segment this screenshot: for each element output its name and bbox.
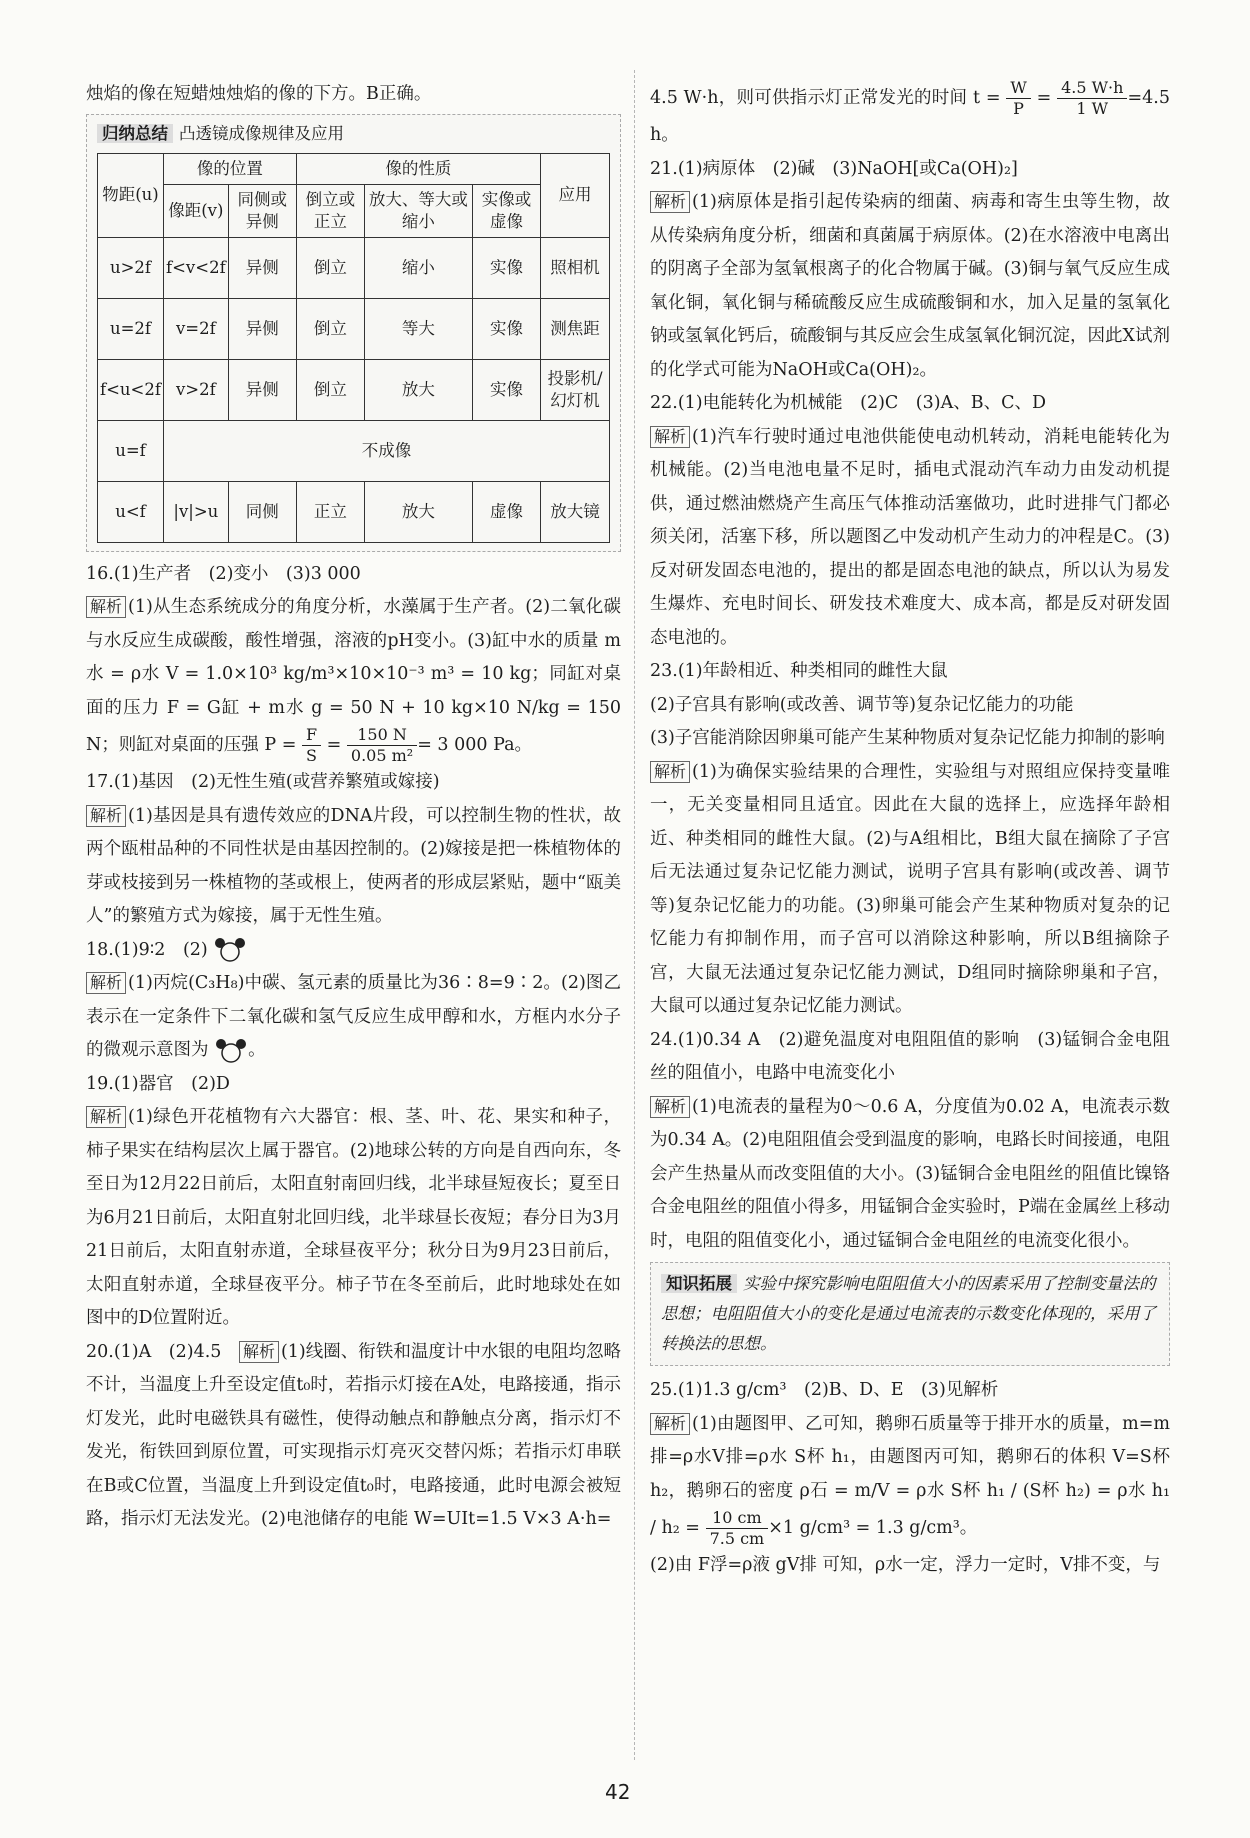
cell-size: 放大 [364, 481, 472, 542]
analysis-tag: 解析 [650, 1413, 690, 1435]
header-object-distance: 物距(u) [98, 153, 164, 237]
header-real: 实像或虚像 [472, 184, 540, 237]
header-image-distance: 像距(v) [164, 184, 229, 237]
cell-app: 放大镜 [541, 481, 610, 542]
cell-upright: 正立 [296, 481, 364, 542]
q17-analysis [86, 800, 621, 934]
analysis-tag: 解析 [86, 972, 126, 994]
q19-answer: 19.(1)器官 (2)D [86, 1073, 230, 1094]
denominator: 0.05 m² [350, 746, 414, 765]
q23-text: (1)为确保实验结果的合理性，实验组与对照组应保持变量唯一，无关变量相同且适宜。因此在大鼠的选择上，应选择年龄相近、种类相同的雌性大鼠。(2)与A组相比，B组大鼠在摘除了子宫后无法通过复杂记忆能力测试，说明子宫具有影响(或改善、调节等)复杂记忆能力的功能。(3)卵巢可能会产生某种物质对复杂的记忆能力有抑制作用，而子宫可以消除这种影响，所以B组摘除子宫，大鼠无法通过复杂记忆能力测试，D组同时摘除卵巢和子宫，大鼠可以通过复杂记忆能力测试。 [650, 761, 1170, 1016]
analysis-tag: 解析 [650, 1096, 690, 1118]
cell-app: 投影机/幻灯机 [541, 359, 610, 420]
header-side: 同侧或异侧 [228, 184, 296, 237]
summary-label: 归纳总结 [97, 124, 173, 143]
cell-side: 异侧 [228, 237, 296, 298]
knowledge-label: 知识拓展 [661, 1274, 737, 1293]
q24-analysis [650, 1091, 1170, 1259]
q18-answer-text: 18.(1)9∶2 (2) [86, 939, 208, 960]
cell-size: 缩小 [364, 237, 472, 298]
cell-u: f<u<2f [98, 359, 164, 420]
header-upright: 倒立或正立 [296, 184, 364, 237]
numerator: 150 N [347, 725, 417, 746]
table-row [98, 237, 610, 298]
q16-text: (1)从生态系统成分的角度分析，水藻属于生产者。(2)二氧化碳与水反应生成碳酸，酸性增强，溶液的pH变小。(3)缸中水的质量 m水 = ρ水 V = 1.0×10³ kg/m³×10×10⁻³ m³ = 10 kg；同缸对桌面的压力 F = G缸 + m水 g = 50 N + 10 kg×10 N/kg = 150 N；则缸对桌面的压强 P = [86, 597, 621, 755]
cell-upright: 倒立 [296, 359, 364, 420]
q22-analysis [650, 421, 1170, 656]
q25-part2: (2)由 F浮=ρ液 gV排 可知，ρ水一定，浮力一定时，V排不变，与 [650, 1555, 1161, 1575]
cell-real: 虚像 [472, 481, 540, 542]
cell-real: 实像 [472, 359, 540, 420]
lens-table [97, 153, 610, 543]
header-application: 应用 [541, 153, 610, 237]
cell-upright: 倒立 [296, 237, 364, 298]
cell-u: u<f [98, 481, 164, 542]
q19-analysis [86, 1101, 621, 1336]
fraction-heights [706, 1508, 769, 1549]
fraction-w-p [1006, 78, 1030, 119]
q25-analysis [650, 1408, 1170, 1550]
q23-answer-1: 23.(1)年龄相近、种类相同的雌性大鼠 [650, 661, 948, 681]
q21-answer: 21.(1)病原体 (2)碱 (3)NaOH[或Ca(OH)₂] [650, 158, 1018, 179]
cell-u: u>2f [98, 237, 164, 298]
q17-answer: 17.(1)基因 (2)无性生殖(或营养繁殖或嫁接) [86, 772, 440, 792]
analysis-tag: 解析 [86, 1106, 126, 1128]
analysis-tag: 解析 [650, 191, 690, 213]
cell-u: u=2f [98, 298, 164, 359]
denominator: 1 W [1076, 99, 1109, 118]
analysis-tag: 解析 [239, 1341, 279, 1363]
right-column [650, 78, 1170, 1583]
cell-upright: 倒立 [296, 298, 364, 359]
summary-title: 凸透镜成像规律及应用 [179, 123, 344, 143]
q17-text: (1)基因是具有遗传效应的DNA片段，可以控制生物的性状，故两个瓯柑品种的不同性状是由基因控制的。(2)嫁接是把一株植物体的芽或枝接到另一株植物的茎或根上，使两者的形成层紧贴，题中“瓯美人”的繁殖方式为嫁接，属于无性生殖。 [86, 805, 621, 926]
q24-text: (1)电流表的量程为0～0.6 A，分度值为0.02 A，电流表示数为0.34 A。(2)电阻阻值会受到温度的影响，电路长时间接通，电阻会产生热量从而改变阻值的大小。(3)锰铜合金电阻丝的阻值比镍铬合金电阻丝的阻值小得多，用锰铜合金实验时，P端在金属丝上移动时，电阻的阻值变化小，通过锰铜合金电阻丝的电流变化很小。 [650, 1096, 1170, 1251]
fraction-pressure [347, 725, 417, 766]
cell-app: 照相机 [541, 237, 610, 298]
table-row [98, 359, 610, 420]
table-row [98, 481, 610, 542]
cell-side: 异侧 [228, 298, 296, 359]
cell-side: 同侧 [228, 481, 296, 542]
cell-v: v=2f [164, 298, 229, 359]
header-size: 放大、等大或缩小 [364, 184, 472, 237]
denominator: 7.5 cm [709, 1529, 765, 1548]
analysis-tag: 解析 [650, 426, 690, 448]
header-image-nature: 像的性质 [296, 153, 540, 184]
q25-answer: 25.(1)1.3 g/cm³ (2)B、D、E (3)见解析 [650, 1380, 999, 1400]
summary-box [86, 114, 621, 552]
numerator: F [302, 725, 321, 746]
q22-text: (1)汽车行驶时通过电池供能使电动机转动，消耗电能转化为机械能。(2)当电池电量不足时，插电式混动汽车动力由发动机提供，通过燃油燃烧产生高压气体推动活塞做功，此时进排气门都必须关闭，活塞下移，所以题图乙中发动机产生动力的冲程是C。(3)反对研发固态电池的，提出的都是固态电池的缺点，所以认为易发生爆炸、充电时间长、研发技术难度大、成本高，都是反对研发固态电池的。 [650, 426, 1170, 648]
q20-answer-text: 20.(1)A (2)4.5 [86, 1341, 222, 1362]
numerator: W [1006, 78, 1030, 99]
q25-result: ×1 g/cm³ = 1.3 g/cm³。 [768, 1518, 978, 1538]
numerator: 10 cm [706, 1508, 769, 1529]
left-column [86, 78, 621, 1537]
page-number: 42 [605, 1780, 631, 1804]
q20-text: (1)线圈、衔铁和温度计中水银的电阻均忽略不计，当温度上升至设定值t₀时，若指示灯接在A处，电路接通，指示灯发光，此时电磁铁具有磁性，使得动触点和静触点分离，指示灯不发光，衔铁回到原位置，可实现指示灯亮灭交替闪烁；若指示灯串联在B或C位置，当温度上升到设定值t₀时，电路接通，此时电源会被短路，指示灯无法发光。(2)电池储存的电能 W=UIt=1.5 V×3 A·h= [86, 1341, 621, 1529]
column-divider [634, 70, 635, 1760]
denominator: P [1013, 99, 1024, 118]
cell-real: 实像 [472, 298, 540, 359]
cell-v: |v|>u [164, 481, 229, 542]
q24-answer: 24.(1)0.34 A (2)避免温度对电阻阻值的影响 (3)锰铜合金电阻丝的阻值小，电路中电流变化小 [650, 1029, 1170, 1083]
q16-result: = 3 000 Pa。 [417, 735, 533, 755]
fraction-f-s [302, 725, 321, 766]
header-image-position: 像的位置 [164, 153, 297, 184]
q18-answer [86, 934, 621, 968]
cell-v: v>2f [164, 359, 229, 420]
q20-cont-text: 4.5 W·h，则可供指示灯正常发光的时间 t = [650, 88, 1001, 108]
intro-line: 烛焰的像在短蜡烛烛焰的像的下方。B正确。 [86, 84, 432, 104]
q18-end: 。 [248, 1040, 266, 1060]
q20-result: =4.5 h。 [650, 88, 1170, 145]
denominator: S [306, 746, 317, 765]
water-molecule-icon [214, 1038, 248, 1064]
table-row [98, 298, 610, 359]
knowledge-text: 实验中探究影响电阻阻值大小的因素采用了控制变量法的思想；电阻阻值大小的变化是通过电流表的示数变化体现的，采用了转换法的思想。 [661, 1274, 1156, 1353]
equals-sign: = [1036, 88, 1052, 108]
q23-answer-3: (3)子宫能消除因卵巢可能产生某种物质对复杂记忆能力抑制的影响 [650, 728, 1165, 748]
q18-text: (1)丙烷(C₃H₈)中碳、氢元素的质量比为36∶8=9∶2。(2)图乙表示在一定条件下二氧化碳和氢气反应生成甲醇和水，方框内水分子的微观示意图为 [86, 973, 621, 1060]
cell-size: 等大 [364, 298, 472, 359]
q20-answer [86, 1336, 621, 1537]
q16-analysis [86, 591, 621, 766]
q22-answer: 22.(1)电能转化为机械能 (2)C (3)A、B、C、D [650, 393, 1047, 413]
cell-side: 异侧 [228, 359, 296, 420]
analysis-tag: 解析 [650, 761, 690, 783]
summary-header [97, 121, 610, 147]
equals-sign: = [326, 735, 342, 755]
cell-real: 实像 [472, 237, 540, 298]
cell-size: 放大 [364, 359, 472, 420]
cell-app: 测焦距 [541, 298, 610, 359]
fraction-energy [1057, 78, 1127, 119]
cell-no-image: 不成像 [164, 420, 610, 481]
analysis-tag: 解析 [86, 596, 126, 618]
q16-answer: 16.(1)生产者 (2)变小 (3)3 000 [86, 563, 361, 584]
q25-text: (1)由题图甲、乙可知，鹅卵石质量等于排开水的质量，m=m排=ρ水V排=ρ水 S杯 h₁，由题图丙可知，鹅卵石的体积 V=S杯 h₂，鹅卵石的密度 ρ石 = m/V = ρ水 S杯 h₁ / (S杯 h₂) = ρ水 h₁ / h₂ = [650, 1413, 1170, 1538]
q23-answer-2: (2)子宫具有影响(或改善、调节等)复杂记忆能力的功能 [650, 694, 1074, 715]
numerator: 4.5 W·h [1057, 78, 1127, 99]
cell-v: f<v<2f [164, 237, 229, 298]
water-molecule-icon [213, 937, 247, 963]
knowledge-box [650, 1262, 1170, 1366]
q21-text: (1)病原体是指引起传染病的细菌、病毒和寄生虫等生物，故从传染病角度分析，细菌和真菌属于病原体。(2)在水溶液中电离出的阴离子全部为氢氧根离子的化合物属于碱。(3)铜与氧气反应生成氧化铜，氧化铜与稀硫酸反应生成硫酸铜和水，加入足量的氢氧化钠或氢氧化钙后，硫酸铜与其反应会生成氢氧化铜沉淀，因此X试剂的化学式可能为NaOH或Ca(OH)₂。 [650, 192, 1170, 380]
analysis-tag: 解析 [86, 805, 126, 827]
q19-text: (1)绿色开花植物有六大器官：根、茎、叶、花、果实和种子，柿子果实在结构层次上属于器官。(2)地球公转的方向是自西向东，冬至日为12月22日前后，太阳直射南回归线，北半球昼短夜长；夏至日为6月21日前后，太阳直射北回归线，北半球昼长夜短；春分日为3月21日前后，太阳直射赤道，全球昼夜平分；秋分日为9月23日前后，太阳直射赤道，全球昼夜平分。柿子节在冬至前后，此时地球处在如图中的D位置附近。 [86, 1107, 621, 1328]
q18-analysis [86, 967, 621, 1068]
q23-analysis [650, 756, 1170, 1024]
table-row [98, 420, 610, 481]
cell-u: u=f [98, 420, 164, 481]
q20-continuation [650, 78, 1170, 153]
q21-analysis [650, 186, 1170, 387]
